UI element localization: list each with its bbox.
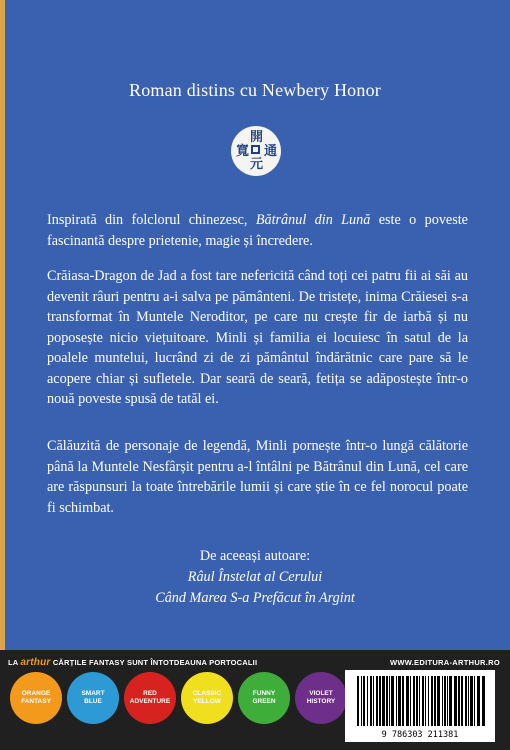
series-circle-violet xyxy=(295,672,347,724)
publisher-banner xyxy=(8,657,257,668)
barcode-bars xyxy=(345,670,495,730)
intro-text-after: este o poveste fascinantă despre prietenie, magie și încredere. xyxy=(47,212,468,249)
also-by-heading: De aceeași autoare: xyxy=(199,548,311,564)
barcode-number: 9 786303 211381 xyxy=(381,730,459,740)
seal-char-left: 寬 xyxy=(236,144,250,159)
coin-seal-logo xyxy=(231,126,281,176)
series-line1: VIOLET xyxy=(309,690,333,697)
series-circle-yellow xyxy=(181,672,233,724)
story-text: Crăiasa-Dragon de Jad a fost tare nefericită când toți cei patru fii ai săi au devenit râuri pentru a-i salva pe pământeni. De tristețe, inima Crăiesei s-a transformat în Muntele Neroditor, pe care nu crește fir de iarbă și nu poposește nicio viețuitoare. Minli și familia ei locuiesc în satul de la poalele muntelui, lucrând zi de zi pământul îndărătnic care pare să le acopere chiar și sufletele. Dar seară de seară, fetița se adăpostește într-o nouă poveste spusă de tatăl ei. xyxy=(47,268,468,407)
intro-text-before: Inspirată din folclorul chinezesc, xyxy=(47,212,256,228)
also-by-title: Râul Înstelat al Cerului xyxy=(187,569,323,585)
intro-book-title: Bătrânul din Lună xyxy=(255,212,371,228)
series-line2: BLUE xyxy=(84,698,102,705)
journey-text: Călăuzită de personaje de legendă, Minli pornește într-o lungă călătorie până la Muntele Nesfârșit pentru a-l întâlni pe Bătrânul din Lună, cel care are răspunsuri la toate întrebările lumii și care știe în ce fel norocul poate fi schimbat. xyxy=(47,438,468,516)
banner-prefix: LA xyxy=(8,658,19,667)
arthur-logo: arthur xyxy=(20,657,51,668)
publisher-footer xyxy=(0,650,510,750)
series-circle-red xyxy=(124,672,176,724)
series-line1: ORANGE xyxy=(21,690,51,697)
intro-paragraph xyxy=(47,210,468,251)
also-by-title: Când Marea S-a Prefăcut în Argint xyxy=(155,590,355,606)
award-tagline: Roman distins cu Newbery Honor xyxy=(129,80,381,100)
series-line1: RED xyxy=(143,690,157,697)
journey-paragraph xyxy=(47,436,468,518)
series-line2: YELLOW xyxy=(193,698,221,705)
series-line1: CLASSIC xyxy=(192,690,222,697)
seal-square-hole xyxy=(251,145,260,154)
series-line1: FUNNY xyxy=(252,690,276,697)
seal-char-right: 通 xyxy=(264,144,278,159)
seal-char-bottom: 元 xyxy=(250,157,264,172)
series-line2: FANTASY xyxy=(21,698,51,705)
banner-suffix: CĂRȚILE FANTASY SUNT ÎNTOTDEAUNA PORTOCALII xyxy=(52,658,258,667)
also-by-author xyxy=(0,546,510,609)
series-line1: SMART xyxy=(81,690,105,697)
series-line2: GREEN xyxy=(252,698,276,705)
isbn-barcode xyxy=(345,670,495,742)
cover-edge xyxy=(0,0,5,750)
series-line2: ADVENTURE xyxy=(129,698,171,705)
series-circle-blue xyxy=(67,672,119,724)
series-circle-orange xyxy=(10,672,62,724)
story-paragraph xyxy=(47,266,468,410)
publisher-website: WWW.EDITURA-ARTHUR.RO xyxy=(389,658,500,667)
series-circle-green xyxy=(238,672,290,724)
seal-char-top: 開 xyxy=(250,130,264,145)
series-line2: HISTORY xyxy=(306,698,336,705)
